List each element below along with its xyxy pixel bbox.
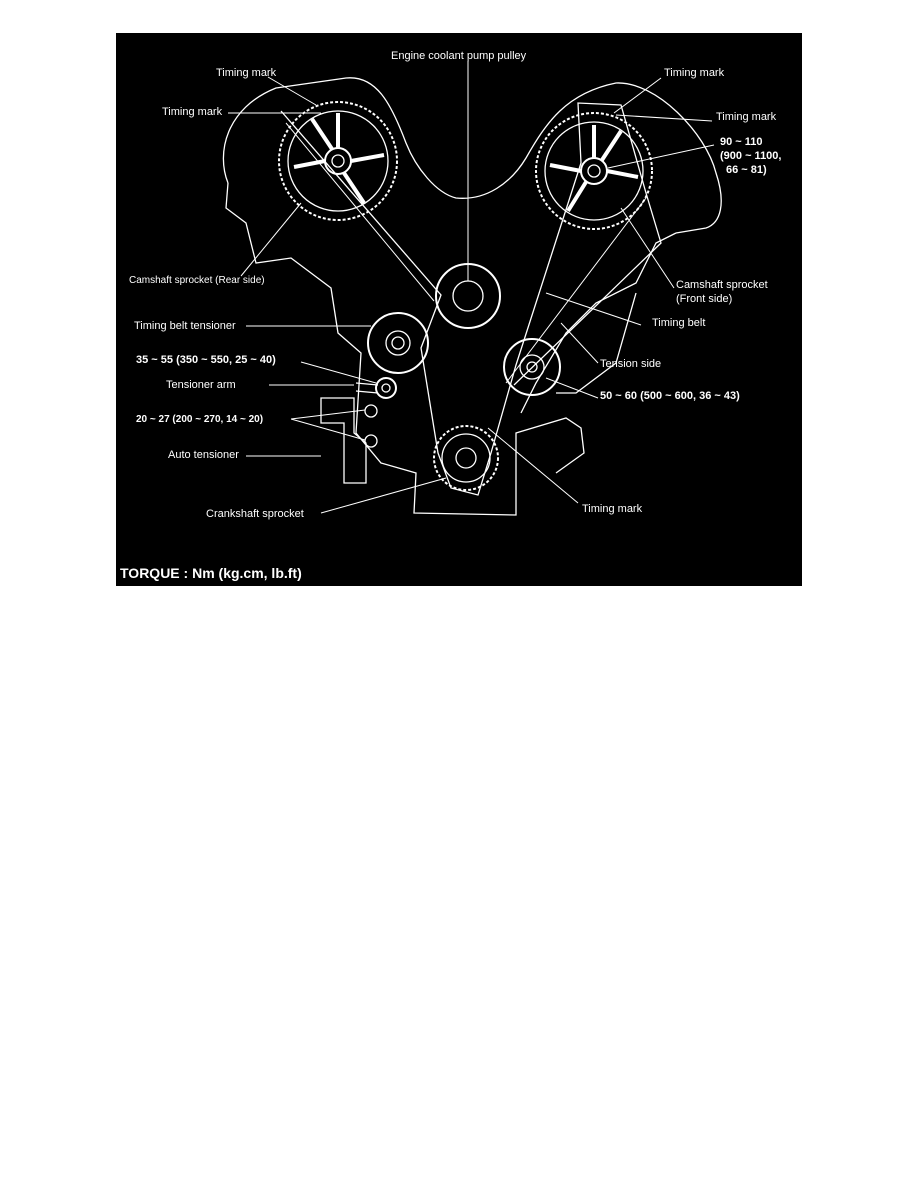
label-torque-idler: 50 ~ 60 (500 ~ 600, 36 ~ 43) <box>600 390 740 402</box>
label-timing-mark-top-right: Timing mark <box>664 67 725 79</box>
tensioner-arm-pivot <box>376 378 396 398</box>
label-camshaft-front-2: (Front side) <box>676 293 733 305</box>
label-timing-mark-right: Timing mark <box>716 111 777 123</box>
leader-tm-top-left <box>268 77 316 105</box>
leader-tension-side <box>561 323 598 363</box>
label-torque-front-cam-2: (900 ~ 1100, <box>720 150 782 162</box>
auto-tensioner-bolt-upper <box>365 405 377 417</box>
label-torque-tensioner: 35 ~ 55 (350 ~ 550, 25 ~ 40) <box>136 354 276 366</box>
torque-caption: TORQUE : Nm (kg.cm, lb.ft) <box>120 565 302 581</box>
label-timing-mark-crank: Timing mark <box>582 503 643 515</box>
leader-belt <box>546 293 641 325</box>
engine-block-outline <box>223 78 721 233</box>
block-left-edge <box>226 183 584 515</box>
label-coolant-pump-pulley: Engine coolant pump pulley <box>391 50 527 62</box>
label-torque-auto-tensioner: 20 ~ 27 (200 ~ 270, 14 ~ 20) <box>136 414 264 425</box>
label-tensioner-arm: Tensioner arm <box>166 379 236 391</box>
leader-torque-front <box>608 145 714 168</box>
tensioner-pulley <box>368 313 428 373</box>
label-crankshaft-sprocket: Crankshaft sprocket <box>206 508 304 520</box>
label-torque-front-cam-1: 90 ~ 110 <box>720 136 763 148</box>
label-timing-belt: Timing belt <box>652 317 706 329</box>
leader-torque-tensioner <box>301 362 376 383</box>
label-timing-belt-tensioner: Timing belt tensioner <box>134 320 236 332</box>
leader-tm-right <box>616 115 712 121</box>
label-torque-front-cam-3: 66 ~ 81) <box>726 164 767 176</box>
timing-belt-diagram <box>116 33 802 586</box>
label-camshaft-rear: Camshaft sprocket (Rear side) <box>129 275 265 286</box>
leader-cam-front <box>621 208 674 288</box>
crankshaft-sprocket <box>434 426 498 490</box>
label-timing-mark-top-left: Timing mark <box>216 67 277 79</box>
label-camshaft-front-1: Camshaft sprocket <box>676 279 768 291</box>
label-tension-side: Tension side <box>600 358 662 370</box>
label-auto-tensioner: Auto tensioner <box>168 449 239 461</box>
auto-tensioner-bolt-lower <box>365 435 377 447</box>
leader-crank <box>321 478 446 513</box>
leader-tm-crank <box>488 428 578 503</box>
block-inner-right <box>556 293 636 393</box>
label-timing-mark-left: Timing mark <box>162 106 223 118</box>
leader-torque-idler <box>546 378 598 398</box>
